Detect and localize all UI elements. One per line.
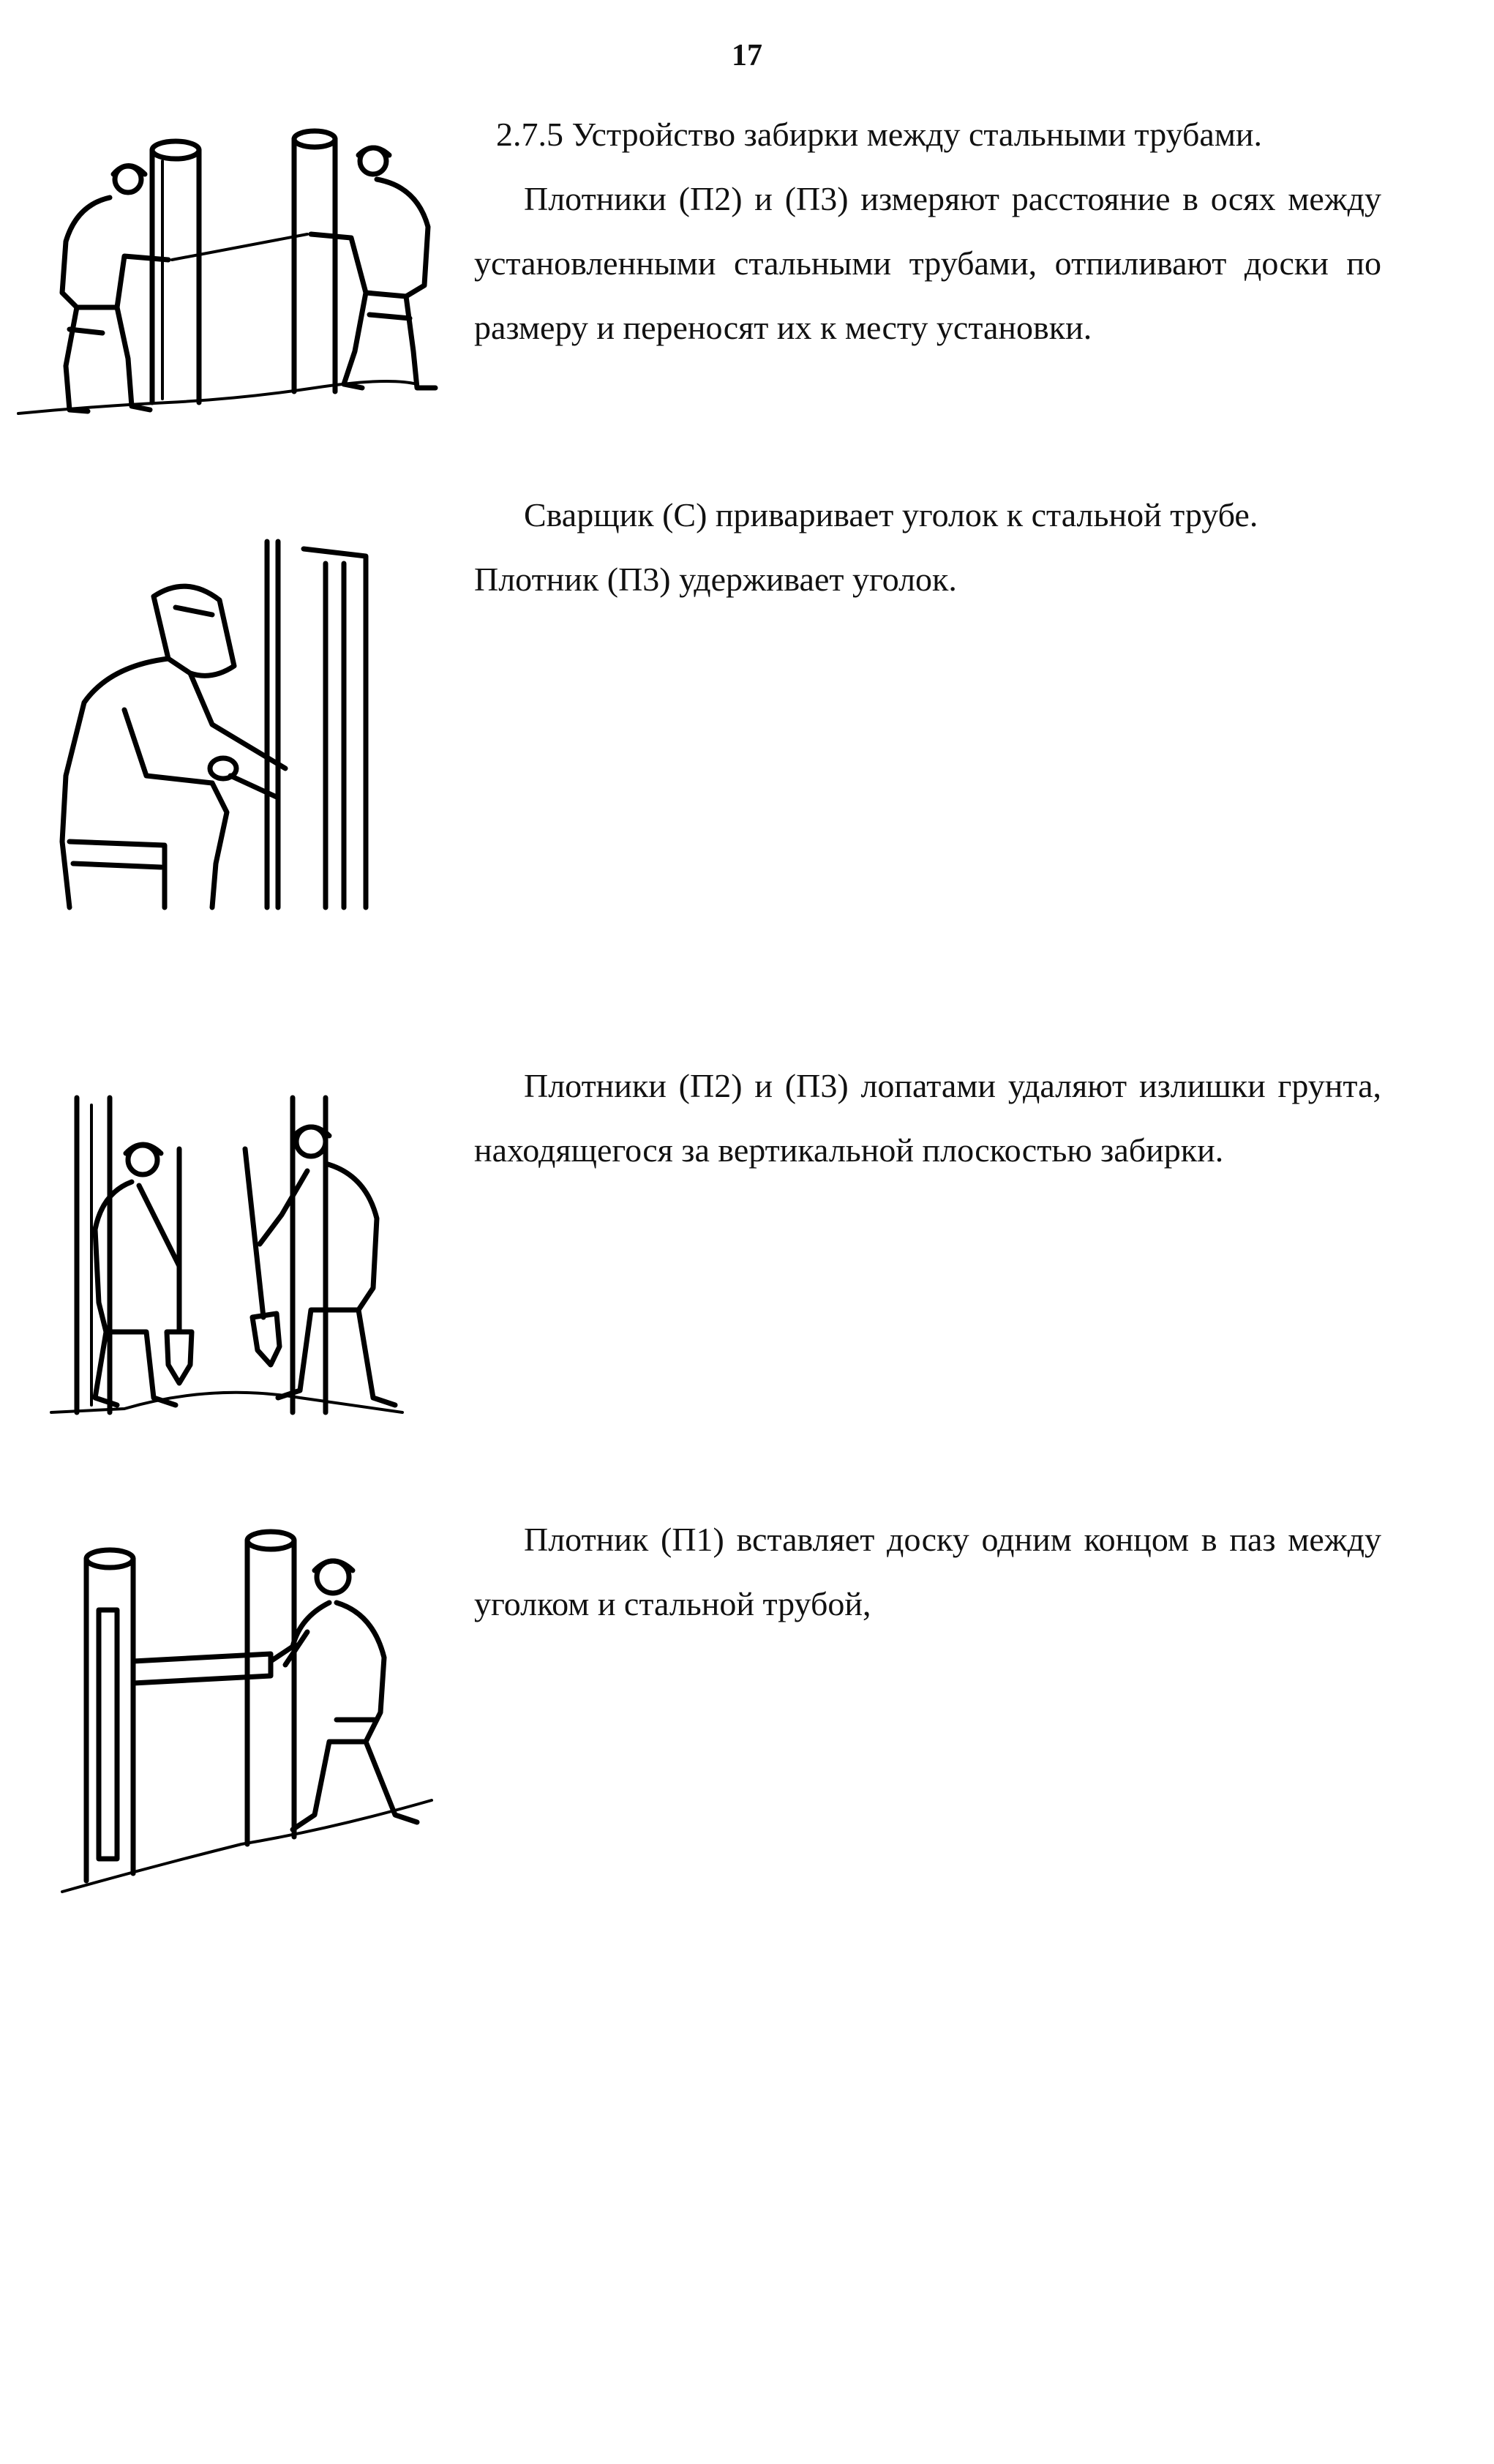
welder-welding-angle-icon <box>44 534 395 915</box>
worker-inserting-board-icon <box>51 1522 446 1903</box>
section-digging <box>0 1054 1494 1434</box>
two-workers-with-shovels-icon <box>37 1090 417 1420</box>
section-4-paragraph: Плотник (П1) вставляет доску одним концом в паз между уголком и стальной трубой, <box>474 1521 1381 1622</box>
page-number: 17 <box>732 39 762 72</box>
section-2-text <box>474 483 1381 612</box>
section-heading: 2.7.5 Устройство забирки между стальными трубами. <box>496 116 1263 153</box>
section-measuring <box>0 102 1494 439</box>
section-3-text <box>474 1054 1381 1183</box>
two-workers-measuring-pipes-icon <box>7 110 446 432</box>
section-2-line-1: Сварщик (С) приваривает уголок к стальной трубе. <box>524 496 1258 533</box>
section-4-text <box>474 1508 1381 1636</box>
section-inserting-board <box>0 1508 1494 1917</box>
section-2-line-2: Плотник (П3) удерживает уголок. <box>474 561 957 598</box>
section-1-text <box>474 102 1381 360</box>
section-welding <box>0 483 1494 937</box>
section-3-paragraph: Плотники (П2) и (П3) лопатами удаляют излишки грунта, находящегося за вертикальной плоскостью забирки. <box>474 1067 1381 1169</box>
section-1-paragraph: Плотники (П2) и (П3) измеряют расстояние в осях между установленными стальными трубами, отпиливают доски по размеру и переносят их к месту установки. <box>474 180 1381 346</box>
